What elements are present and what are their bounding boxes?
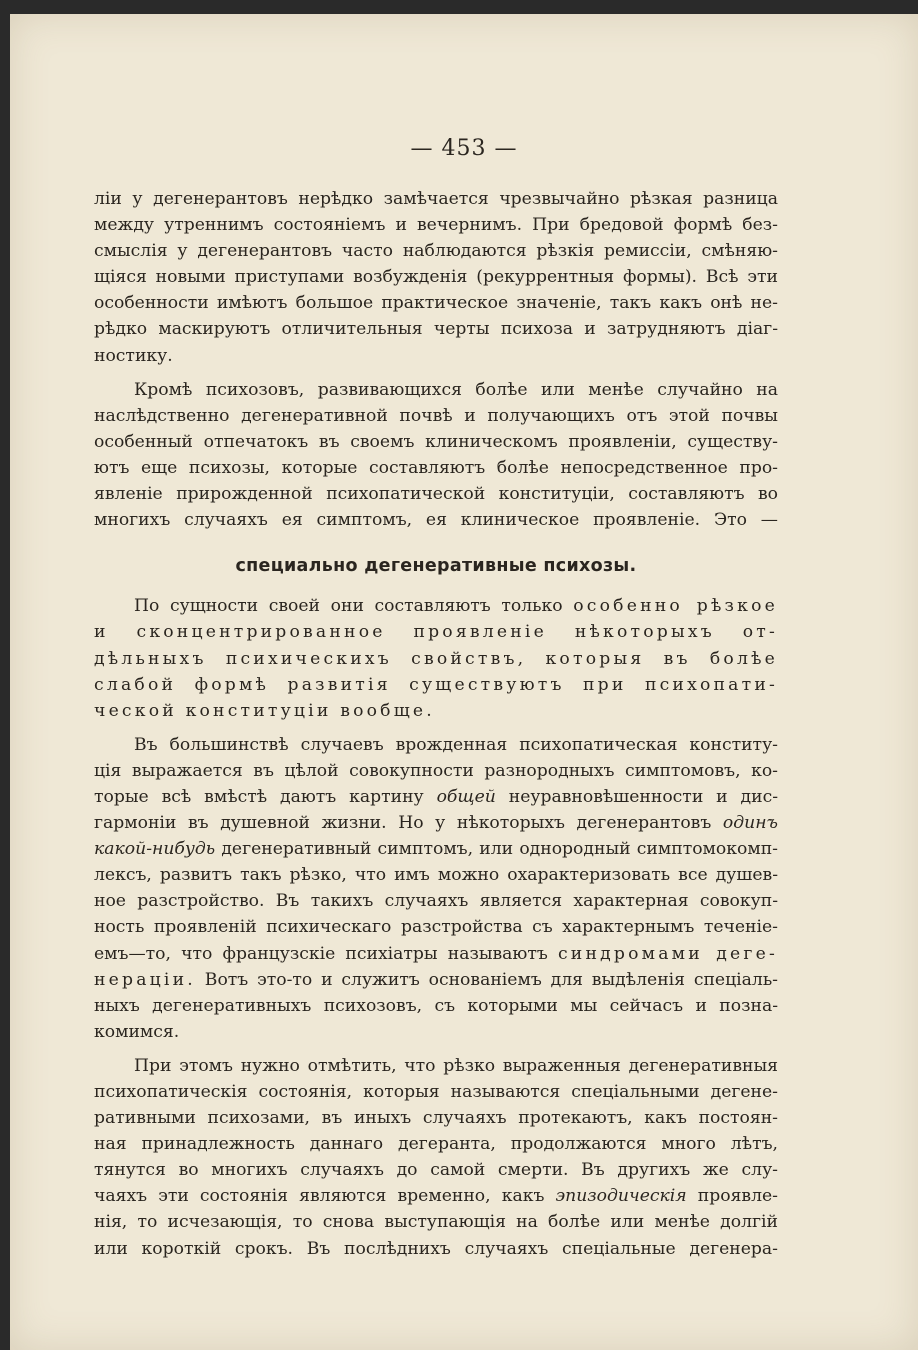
- text-line: [94, 941, 778, 967]
- text-line: [94, 784, 778, 810]
- text-line: [94, 1183, 778, 1209]
- text-line: рѣдко маскируютъ отличительныя черты психоза и затрудняютъ діаг-: [94, 319, 778, 340]
- text-span: чаяхъ эти состоянія являются временно, какъ: [94, 1186, 556, 1207]
- text-line: слабой формѣ развитія существуютъ при психопати-: [94, 674, 778, 695]
- paragraph-3: [94, 593, 778, 723]
- paragraph-5: [94, 1053, 778, 1262]
- text-line: ностику.: [94, 345, 173, 366]
- text-line: психопатическія состоянія, которыя называются спеціальными дегене-: [94, 1082, 778, 1102]
- spaced-emphasis: нераціи.: [94, 969, 196, 990]
- text-line: ція выражается въ цѣлой совокупности разнородныхъ симптомовъ, ко-: [94, 760, 778, 781]
- text-line: дѣльныхъ психическихъ свойствъ, которыя въ болѣе: [94, 648, 778, 669]
- text-span: Вотъ это-то и служитъ основаніемъ для выдѣленія спеціаль-: [195, 969, 778, 990]
- text-line: ративными психозами, въ иныхъ случаяхъ протекаютъ, какъ постоян-: [94, 1108, 778, 1129]
- text-line: нія, то исчезающія, то снова выступающія на болѣе или менѣе долгій: [94, 1212, 778, 1233]
- text-line: смыслія у дегенерантовъ часто наблюдаются рѣзкія ремиссіи, смѣняю-: [94, 241, 778, 262]
- text-line: явленіе прирожденной психопатической конституціи, составляютъ во: [94, 484, 778, 505]
- text-line: ное разстройство. Въ такихъ случаяхъ является характерная совокуп-: [94, 891, 778, 912]
- text-span: емъ—то, что французскіе психіатры называютъ: [94, 943, 558, 964]
- text-line: наслѣдственно дегенеративной почвѣ и получающихъ отъ этой почвы: [94, 405, 778, 426]
- text-line: Въ большинствѣ случаевъ врожденная психопатическая конститу-: [134, 734, 778, 755]
- page-number: — 453 —: [410, 136, 518, 161]
- text-span: По сущности своей они составляютъ только: [134, 596, 574, 617]
- text-line: ческой конституціи вообще.: [94, 700, 435, 721]
- paragraph-2: [94, 377, 778, 534]
- text-span: дегенеративный симптомъ, или однородный симптомокомп-: [215, 839, 778, 860]
- text-span: торые всѣ вмѣстѣ даютъ картину: [94, 786, 437, 807]
- spaced-emphasis: особенно рѣзкое: [573, 596, 778, 617]
- section-heading: специально дегенеративные психозы.: [235, 556, 637, 577]
- text-span: неуравновѣшенности и дис-: [495, 786, 778, 807]
- text-line: ныхъ дегенеративныхъ психозовъ, съ которыми мы сейчасъ и позна-: [94, 995, 778, 1016]
- text-line: [94, 810, 778, 836]
- text-line: ная принадлежность даннаго дегеранта, продолжаются много лѣтъ,: [94, 1134, 778, 1155]
- text-line: комимся.: [94, 1021, 180, 1042]
- paragraph-4: [94, 732, 778, 1045]
- text-line: ютъ еще психозы, которые составляютъ болѣе непосредственное про-: [94, 457, 778, 478]
- body-text: [94, 186, 778, 1262]
- text-line: тянутся во многихъ случаяхъ до самой смерти. Въ другихъ же слу-: [94, 1160, 778, 1181]
- italic-emphasis: эпизодическія: [555, 1186, 687, 1207]
- text-line: [94, 593, 778, 619]
- text-span: гармоніи въ душевной жизни. Но у нѣкоторыхъ дегенерантовъ: [94, 813, 723, 834]
- italic-emphasis: какой-нибудь: [94, 839, 216, 860]
- text-line: особенности имѣютъ большое практическое значеніе, такъ какъ онѣ не-: [94, 293, 778, 314]
- text-line: между утреннимъ состояніемъ и вечернимъ. При бредовой формѣ без-: [94, 215, 778, 236]
- spaced-emphasis: синдромами деге-: [557, 943, 778, 964]
- text-line: щіяся новыми приступами возбужденія (рекуррентныя формы). Всѣ эти: [94, 267, 778, 288]
- text-line: Кромѣ психозовъ, развивающихся болѣе или менѣе случайно на: [134, 379, 778, 400]
- text-line: При этомъ нужно отмѣтить, что рѣзко выраженныя дегенеративныя: [134, 1055, 778, 1076]
- text-line: многихъ случаяхъ ея симптомъ, ея клиническое проявленіе. Это —: [94, 510, 778, 531]
- book-page: [10, 14, 918, 1350]
- text-line: [94, 836, 778, 862]
- text-line: особенный отпечатокъ въ своемъ клиническомъ проявленіи, существу-: [94, 431, 778, 452]
- text-line: лексъ, развитъ такъ рѣзко, что имъ можно охарактеризовать все душев-: [94, 865, 778, 886]
- italic-emphasis: общей: [436, 786, 496, 807]
- text-span: проявле-: [686, 1186, 778, 1207]
- text-line: ность проявленій психическаго разстройства съ характернымъ теченіе-: [94, 917, 778, 938]
- text-line: ліи у дегенерантовъ нерѣдко замѣчается чрезвычайно рѣзкая разница: [94, 189, 778, 209]
- text-line: или короткій срокъ. Въ послѣднихъ случаяхъ спеціальные дегенера-: [94, 1238, 778, 1259]
- text-line: [94, 967, 778, 993]
- paragraph-1: [94, 186, 778, 369]
- text-line: и сконцентрированное проявленіе нѣкоторыхъ от-: [94, 622, 778, 643]
- italic-emphasis: одинъ: [722, 813, 778, 834]
